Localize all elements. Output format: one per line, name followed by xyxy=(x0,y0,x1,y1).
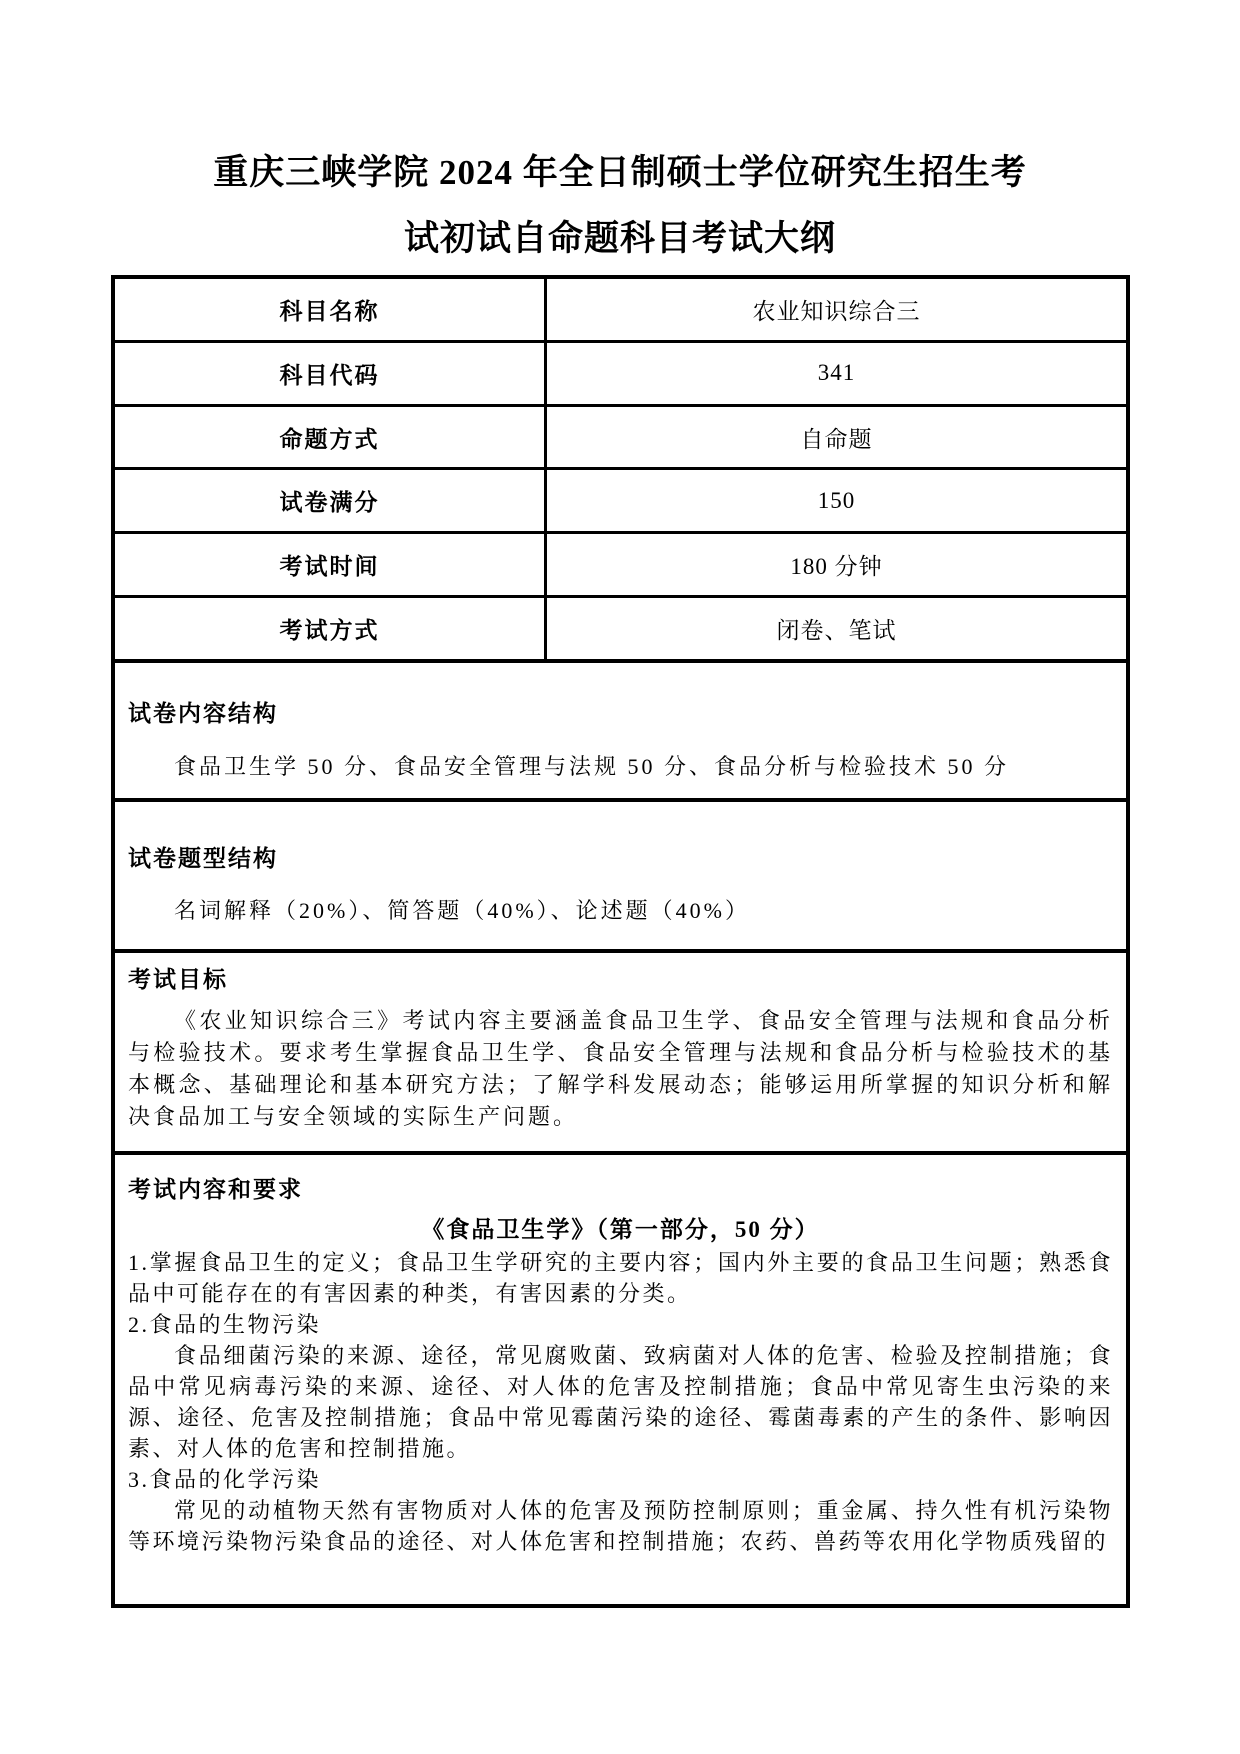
row-label: 科目代码 xyxy=(115,343,547,404)
section-body-paragraph: 《农业知识综合三》考试内容主要涵盖食品卫生学、食品安全管理与法规和食品分析与检验技术。要求考生掌握食品卫生学、食品安全管理与法规和食品分析与检验技术的基本概念、基础理论和基本研究方法；了解学科发展动态；能够运用所掌握的知识分析和解决食品加工与安全领域的实际生产问题。 xyxy=(128,1008,1113,1129)
section-heading: 考试内容和要求 xyxy=(128,1177,303,1202)
section-heading: 试卷内容结构 xyxy=(128,701,278,726)
section-body-text: 食品卫生学 50 分、食品安全管理与法规 50 分、食品分析与检验技术 50 分 xyxy=(174,754,1010,779)
content-item-2-heading: 2.食品的生物污染 xyxy=(128,1312,322,1337)
table-row-proposition-method xyxy=(115,404,1126,468)
row-label: 试卷满分 xyxy=(115,470,547,531)
content-item-3-body: 常见的动植物天然有害物质对人体的危害及预防控制原则；重金属、持久性有机污染物等环境污染物污染食品的途径、对人体危害和控制措施；农药、兽药等农用化学物质残留的 xyxy=(128,1498,1113,1554)
section-exam-content-requirements xyxy=(115,1155,1126,1604)
row-value: 180 分钟 xyxy=(790,554,883,580)
row-value: 农业知识综合三 xyxy=(752,298,921,324)
section-body-text: 名词解释（20%）、简答题（40%）、论述题（40%） xyxy=(174,898,750,923)
table-row-full-score xyxy=(115,467,1126,531)
row-label: 考试时间 xyxy=(115,534,547,595)
row-value: 150 xyxy=(817,487,856,513)
row-label: 考试方式 xyxy=(115,598,547,659)
content-item-3-heading: 3.食品的化学污染 xyxy=(128,1467,322,1492)
row-value: 自命题 xyxy=(800,426,873,452)
page-title xyxy=(0,0,1240,272)
table-row-exam-duration xyxy=(115,531,1126,595)
part-one-heading: 《食品卫生学》（第一部分，50 分） xyxy=(421,1217,820,1242)
syllabus-table xyxy=(111,275,1130,1608)
section-heading: 试卷题型结构 xyxy=(128,846,278,871)
section-paper-content-structure xyxy=(115,663,1126,802)
section-question-type-structure xyxy=(115,802,1126,953)
page-title-line-2: 试初试自命题科目考试大纲 xyxy=(403,219,836,258)
content-item-1: 1.掌握食品卫生的定义；食品卫生学研究的主要内容；国内外主要的食品卫生问题；熟悉食品中可能存在的有害因素的种类，有害因素的分类。 xyxy=(128,1250,1113,1306)
row-value: 341 xyxy=(817,360,856,386)
row-value: 闭卷、笔试 xyxy=(776,618,897,644)
row-label: 科目名称 xyxy=(115,279,547,340)
row-label: 命题方式 xyxy=(115,407,547,468)
content-item-2-body: 食品细菌污染的来源、途径，常见腐败菌、致病菌对人体的危害、检验及控制措施；食品中常见病毒污染的来源、途径、对人体的危害及控制措施；食品中常见寄生虫污染的来源、途径、危害及控制措施；食品中常见霉菌污染的途径、霉菌毒素的产生的条件、影响因素、对人体的危害和控制措施。 xyxy=(128,1343,1113,1461)
subject-info-block xyxy=(115,279,1126,663)
section-exam-objectives xyxy=(115,953,1126,1155)
section-heading: 考试目标 xyxy=(128,967,228,992)
table-row-exam-method xyxy=(115,595,1126,659)
table-row-subject-code xyxy=(115,340,1126,404)
table-row-subject-name xyxy=(115,279,1126,340)
page-title-line-1: 重庆三峡学院 2024 年全日制硕士学位研究生招生考 xyxy=(213,153,1027,192)
